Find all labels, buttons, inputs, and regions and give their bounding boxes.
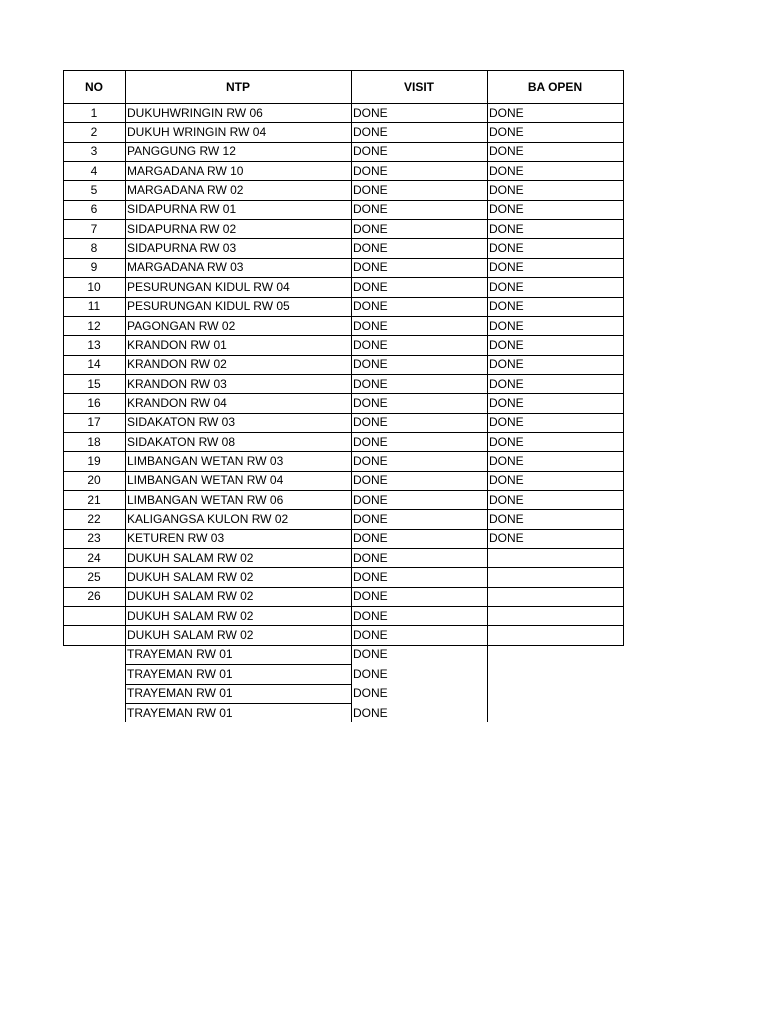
grid-line — [63, 277, 624, 278]
row-no: 7 — [90, 221, 98, 236]
row-ntp: DUKUH SALAM RW 02 — [127, 550, 254, 565]
grid-line — [63, 374, 624, 375]
row-no — [63, 664, 125, 683]
grid-line — [63, 432, 624, 433]
row-no: 15 — [87, 376, 101, 391]
row-ba-open: DONE — [489, 105, 524, 120]
grid-line — [63, 70, 624, 71]
grid-line — [63, 180, 624, 181]
row-visit: DONE — [353, 570, 388, 585]
row-ba-open: DONE — [489, 357, 524, 372]
grid-line — [63, 219, 624, 220]
row-ntp: TRAYEMAN RW 01 — [127, 647, 233, 662]
row-ba-open: DONE — [489, 221, 524, 236]
row-no: 5 — [90, 183, 98, 198]
row-visit: DONE — [353, 647, 388, 662]
row-ba-open — [487, 664, 623, 683]
grid-line — [63, 529, 624, 530]
row-no — [63, 645, 125, 664]
row-ba-open: DONE — [489, 279, 524, 294]
row-visit: DONE — [353, 183, 388, 198]
row-no: 1 — [90, 105, 98, 120]
row-ntp: PANGGUNG RW 12 — [127, 144, 236, 159]
row-ntp: KALIGANGSA KULON RW 02 — [127, 512, 289, 527]
row-ntp: DUKUHWRINGIN RW 06 — [127, 105, 263, 120]
grid-line — [63, 490, 624, 491]
row-ntp: MARGADANA RW 03 — [127, 260, 244, 275]
grid-line — [63, 200, 624, 201]
row-ba-open: DONE — [489, 531, 524, 546]
row-ntp: SIDAKATON RW 03 — [127, 415, 236, 430]
row-visit: DONE — [353, 279, 388, 294]
row-ba-open: DONE — [489, 202, 524, 217]
row-ba-open: DONE — [489, 453, 524, 468]
grid-line — [63, 587, 624, 588]
row-ntp: LIMBANGAN WETAN RW 04 — [127, 473, 284, 488]
grid-line — [63, 161, 624, 162]
row-no: 18 — [87, 434, 101, 449]
row-ba-open: DONE — [489, 260, 524, 275]
row-visit: DONE — [353, 492, 388, 507]
row-ba-open: DONE — [489, 376, 524, 391]
row-visit: DONE — [353, 550, 388, 565]
row-ntp: KRANDON RW 04 — [127, 395, 227, 410]
row-ntp: DUKUH SALAM RW 02 — [127, 570, 254, 585]
row-ba-open: DONE — [489, 241, 524, 256]
row-ntp: SIDAPURNA RW 03 — [127, 241, 237, 256]
row-visit: DONE — [353, 531, 388, 546]
row-no: 9 — [90, 260, 98, 275]
row-visit: DONE — [353, 105, 388, 120]
grid-line — [63, 335, 624, 336]
row-visit: DONE — [353, 357, 388, 372]
row-no — [63, 684, 125, 703]
row-ntp: MARGADANA RW 02 — [127, 183, 244, 198]
row-visit: DONE — [353, 299, 388, 314]
row-no: 11 — [87, 299, 101, 314]
row-ntp: SIDAPURNA RW 01 — [127, 202, 237, 217]
row-visit: DONE — [353, 415, 388, 430]
row-ba-open: DONE — [489, 125, 524, 140]
row-ba-open: DONE — [489, 163, 524, 178]
row-ba-open — [487, 606, 623, 625]
grid-line — [63, 70, 64, 645]
row-visit: DONE — [353, 705, 388, 720]
row-ba-open — [487, 684, 623, 703]
row-visit: DONE — [353, 589, 388, 604]
grid-line — [125, 703, 352, 704]
grid-line — [63, 567, 624, 568]
row-no: 8 — [90, 241, 98, 256]
row-ntp: PESURUNGAN KIDUL RW 05 — [127, 299, 290, 314]
row-ntp: KRANDON RW 02 — [127, 357, 227, 372]
row-no: 16 — [87, 395, 101, 410]
row-visit: DONE — [353, 512, 388, 527]
row-ba-open: DONE — [489, 512, 524, 527]
row-no — [63, 703, 125, 722]
row-ntp: TRAYEMAN RW 01 — [127, 666, 233, 681]
row-visit: DONE — [353, 318, 388, 333]
grid-line — [63, 103, 624, 104]
row-ba-open: DONE — [489, 415, 524, 430]
row-no: 14 — [87, 357, 101, 372]
grid-line — [351, 70, 352, 722]
grid-line — [125, 70, 126, 722]
row-ntp: TRAYEMAN RW 01 — [127, 705, 233, 720]
row-ba-open: DONE — [489, 434, 524, 449]
row-visit: DONE — [353, 241, 388, 256]
row-ntp: LIMBANGAN WETAN RW 06 — [127, 492, 284, 507]
row-visit: DONE — [353, 395, 388, 410]
row-ba-open: DONE — [489, 144, 524, 159]
grid-line — [63, 142, 624, 143]
row-visit: DONE — [353, 221, 388, 236]
row-no: 22 — [87, 512, 101, 527]
row-ntp: PESURUNGAN KIDUL RW 04 — [127, 279, 290, 294]
row-visit: DONE — [353, 473, 388, 488]
row-no: 24 — [87, 550, 101, 565]
row-no: 2 — [90, 125, 98, 140]
row-no: 25 — [87, 570, 101, 585]
grid-line — [63, 297, 624, 298]
row-no: 23 — [87, 531, 101, 546]
row-ba-open: DONE — [489, 395, 524, 410]
row-ntp: SIDAKATON RW 08 — [127, 434, 236, 449]
header-visit: VISIT — [403, 79, 434, 94]
row-visit: DONE — [353, 337, 388, 352]
header-no: NO — [85, 79, 103, 94]
row-visit: DONE — [353, 125, 388, 140]
row-visit: DONE — [353, 453, 388, 468]
row-ba-open — [487, 548, 623, 567]
row-visit: DONE — [353, 376, 388, 391]
row-no — [63, 625, 125, 644]
row-ba-open — [487, 587, 623, 606]
grid-line — [63, 393, 624, 394]
grid-line — [125, 664, 352, 665]
grid-line — [125, 684, 352, 685]
row-ntp: DUKUH SALAM RW 02 — [127, 608, 254, 623]
grid-line — [63, 122, 624, 123]
row-no: 3 — [90, 144, 98, 159]
grid-line — [623, 70, 624, 645]
grid-line — [63, 238, 624, 239]
row-ba-open — [487, 703, 623, 722]
row-no: 21 — [87, 492, 101, 507]
row-no: 4 — [90, 163, 98, 178]
row-visit: DONE — [353, 202, 388, 217]
row-ntp: DUKUH SALAM RW 02 — [127, 628, 254, 643]
row-ba-open — [487, 567, 623, 586]
row-visit: DONE — [353, 434, 388, 449]
row-ntp: KRANDON RW 03 — [127, 376, 227, 391]
row-ba-open — [487, 645, 623, 664]
row-ba-open: DONE — [489, 337, 524, 352]
grid-line — [63, 316, 624, 317]
row-ba-open: DONE — [489, 318, 524, 333]
row-ba-open: DONE — [489, 299, 524, 314]
row-visit: DONE — [353, 608, 388, 623]
grid-line — [63, 471, 624, 472]
row-no: 20 — [87, 473, 101, 488]
row-visit: DONE — [353, 686, 388, 701]
row-ntp: PAGONGAN RW 02 — [127, 318, 236, 333]
row-visit: DONE — [353, 163, 388, 178]
row-ntp: DUKUH SALAM RW 02 — [127, 589, 254, 604]
row-no: 26 — [87, 589, 101, 604]
row-no: 12 — [87, 318, 101, 333]
row-visit: DONE — [353, 260, 388, 275]
row-ntp: SIDAPURNA RW 02 — [127, 221, 237, 236]
row-ntp: DUKUH WRINGIN RW 04 — [127, 125, 267, 140]
grid-line — [63, 451, 624, 452]
header-ntp: NTP — [226, 79, 250, 94]
header-ba-open: BA OPEN — [527, 79, 583, 94]
row-no — [63, 606, 125, 625]
row-no: 17 — [87, 415, 101, 430]
grid-line — [63, 258, 624, 259]
grid-line — [63, 645, 624, 646]
grid-line — [63, 606, 624, 607]
row-ntp: TRAYEMAN RW 01 — [127, 686, 233, 701]
row-ba-open: DONE — [489, 473, 524, 488]
grid-line — [63, 625, 624, 626]
row-ntp: LIMBANGAN WETAN RW 03 — [127, 453, 284, 468]
grid-line — [63, 509, 624, 510]
grid-line — [63, 355, 624, 356]
row-ntp: MARGADANA RW 10 — [127, 163, 244, 178]
row-ntp: KRANDON RW 01 — [127, 337, 227, 352]
row-ba-open: DONE — [489, 183, 524, 198]
row-no: 6 — [90, 202, 98, 217]
row-visit: DONE — [353, 628, 388, 643]
grid-line — [487, 70, 488, 722]
row-visit: DONE — [353, 666, 388, 681]
row-ba-open: DONE — [489, 492, 524, 507]
row-no: 13 — [87, 337, 101, 352]
row-no: 10 — [87, 279, 101, 294]
row-ntp: KETUREN RW 03 — [127, 531, 225, 546]
grid-line — [63, 413, 624, 414]
row-ba-open — [487, 625, 623, 644]
row-visit: DONE — [353, 144, 388, 159]
grid-line — [63, 548, 624, 549]
row-no: 19 — [87, 453, 101, 468]
